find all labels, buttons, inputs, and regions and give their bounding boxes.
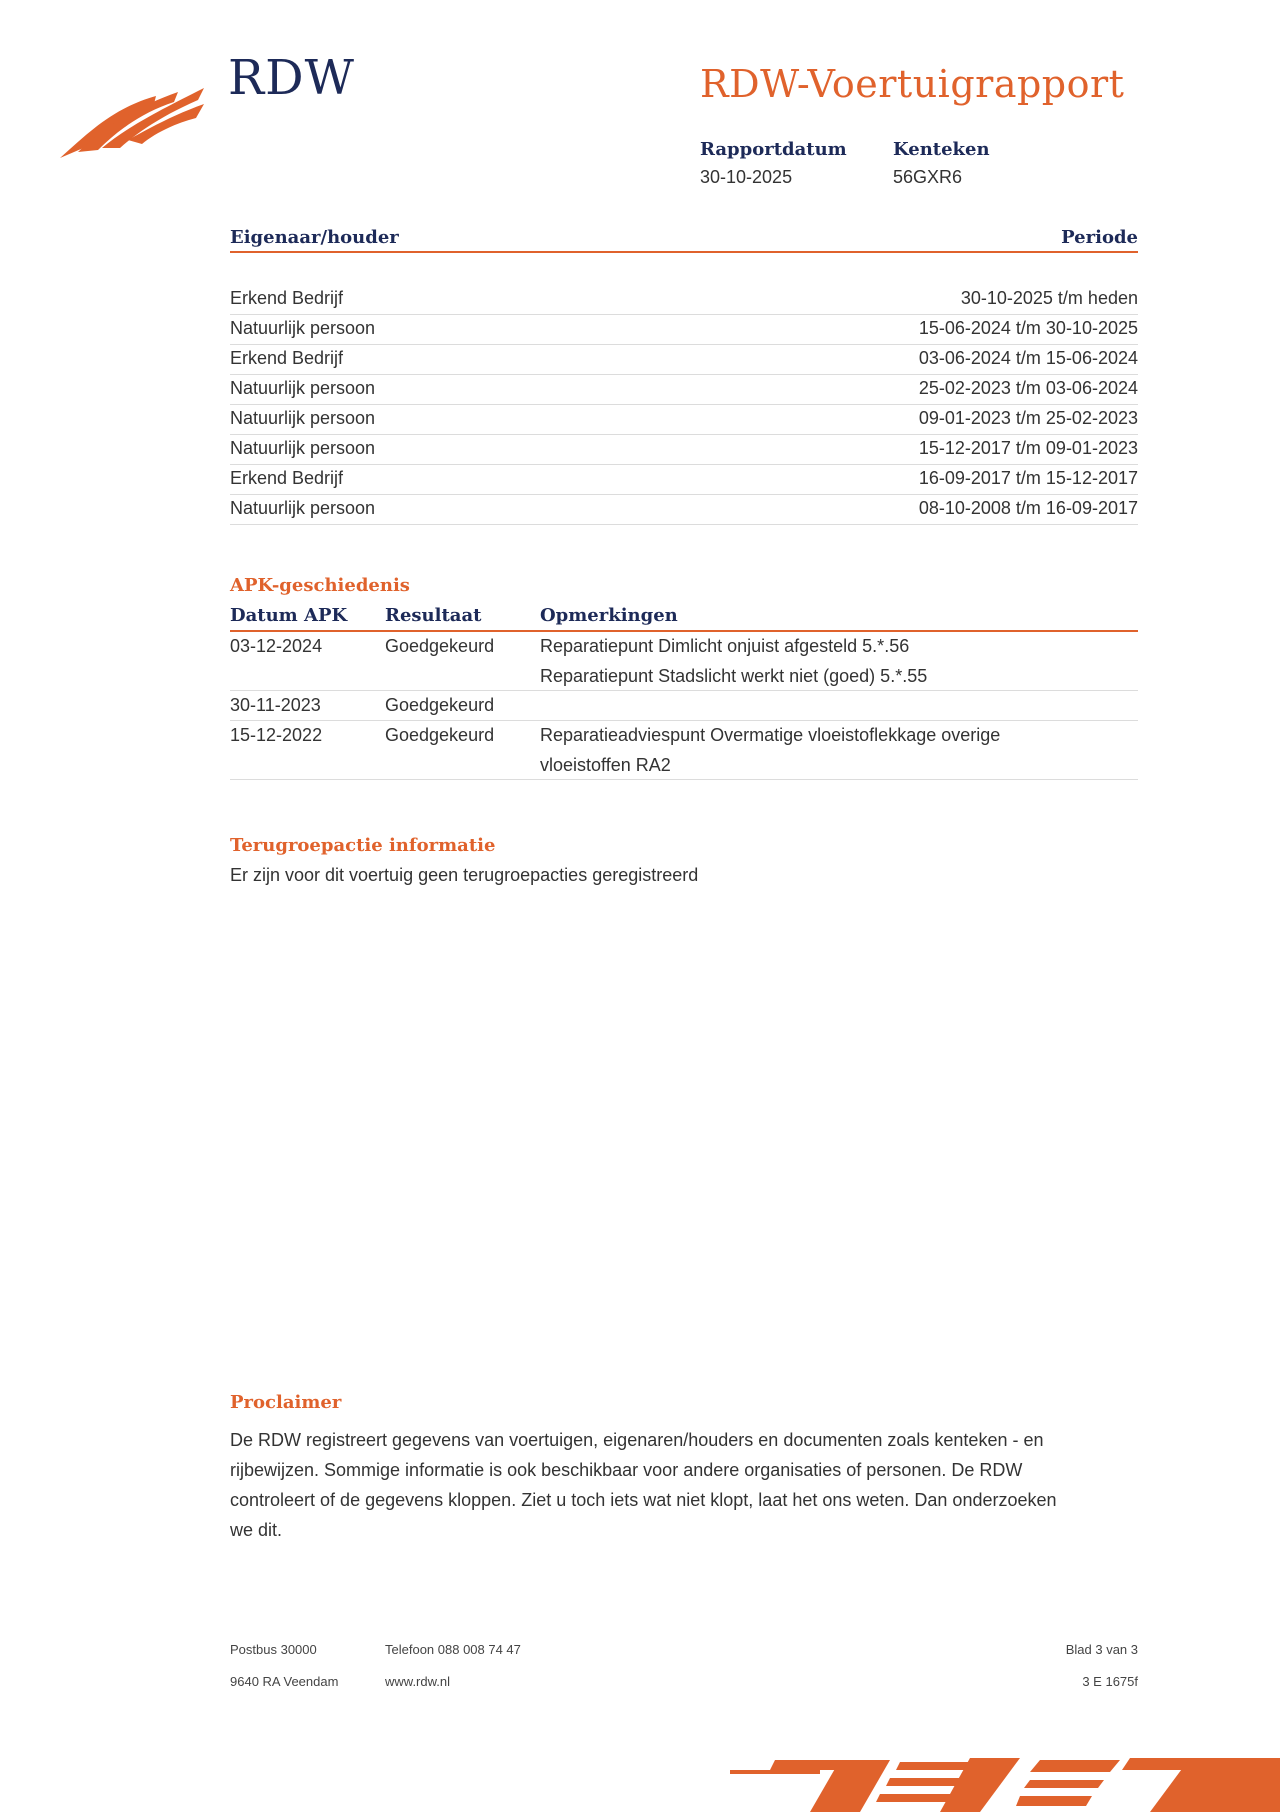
report-date: 30-10-2025 xyxy=(700,167,793,187)
apk-result-column-header: Resultaat xyxy=(385,605,482,626)
apk-remark: Reparatieadviespunt Overmatige vloeistoflekkage overige xyxy=(540,725,1001,745)
apk-remark: Reparatiepunt Dimlicht onjuist afgesteld 5.*.56 xyxy=(540,636,910,656)
owner-type: Natuurlijk persoon xyxy=(230,408,376,428)
owner-period: 25-02-2023 t/m 03-06-2024 xyxy=(918,378,1138,398)
owner-period: 03-06-2024 t/m 15-06-2024 xyxy=(918,348,1138,368)
apk-result: Goedgekeurd xyxy=(385,695,495,715)
apk-remark: vloeistoffen RA2 xyxy=(540,755,671,775)
footer-postbus: Postbus 30000 xyxy=(230,1642,317,1657)
apk-date: 30-11-2023 xyxy=(230,695,321,715)
proclaimer-line: rijbewijzen. Sommige informatie is ook beschikbaar voor andere organisaties of personen. De RDW xyxy=(230,1460,1023,1480)
footer-website: www.rdw.nl xyxy=(385,1674,451,1689)
owner-type: Natuurlijk persoon xyxy=(230,498,376,518)
owner-type: Natuurlijk persoon xyxy=(230,318,376,338)
apk-row xyxy=(230,691,1138,721)
apk-result: Goedgekeurd xyxy=(385,725,495,745)
owner-period: 15-06-2024 t/m 30-10-2025 xyxy=(918,318,1138,338)
footer-document-code: 3 E 1675f xyxy=(1082,1674,1138,1689)
owner-period: 16-09-2017 t/m 15-12-2017 xyxy=(918,468,1138,488)
decorative-stripes-icon xyxy=(730,1750,1280,1812)
owner-period: 09-01-2023 t/m 25-02-2023 xyxy=(918,408,1138,428)
owners-header-rule xyxy=(230,251,1138,253)
apk-result: Goedgekeurd xyxy=(385,636,495,656)
apk-date-column-header: Datum APK xyxy=(230,605,348,626)
apk-date: 15-12-2022 xyxy=(230,725,323,745)
footer-page-number: Blad 3 van 3 xyxy=(1065,1642,1138,1657)
recall-text: Er zijn voor dit voertuig geen terugroepacties geregistreerd xyxy=(230,865,699,885)
owner-type: Erkend Bedrijf xyxy=(230,288,344,308)
owner-row xyxy=(230,345,1138,375)
footer-phone: Telefoon 088 008 74 47 xyxy=(385,1642,521,1657)
apk-date: 03-12-2024 xyxy=(230,636,323,656)
logo-wordmark: RDW xyxy=(228,50,355,106)
apk-remark: Reparatiepunt Stadslicht werkt niet (goed) 5.*.55 xyxy=(540,666,928,686)
apk-row xyxy=(230,632,1138,691)
proclaimer-line: controleert of de gegevens kloppen. Ziet u toch iets wat niet klopt, laat het ons weten. Dan onderzoeken xyxy=(230,1490,1057,1510)
apk-row xyxy=(230,721,1138,780)
report-date-label: Rapportdatum xyxy=(700,139,847,160)
owner-row xyxy=(230,285,1138,315)
owner-period: 08-10-2008 t/m 16-09-2017 xyxy=(918,498,1138,518)
owner-row xyxy=(230,375,1138,405)
owner-row xyxy=(230,465,1138,495)
owner-period: 30-10-2025 t/m heden xyxy=(960,288,1138,308)
proclaimer-title: Proclaimer xyxy=(230,1392,342,1413)
period-column-header: Periode xyxy=(1061,227,1138,248)
footer-city: 9640 RA Veendam xyxy=(230,1674,339,1689)
owner-type: Erkend Bedrijf xyxy=(230,348,344,368)
owner-type: Erkend Bedrijf xyxy=(230,468,344,488)
owner-row xyxy=(230,435,1138,465)
proclaimer-line: De RDW registreert gegevens van voertuigen, eigenaren/houders en documenten zoals kenteken - en xyxy=(230,1430,1044,1450)
proclaimer-body xyxy=(230,1425,1130,1545)
proclaimer-line: we dit. xyxy=(230,1520,283,1540)
owner-type: Natuurlijk persoon xyxy=(230,378,376,398)
owner-column-header: Eigenaar/houder xyxy=(230,227,399,248)
plate-number: 56GXR6 xyxy=(893,167,963,187)
owner-type: Natuurlijk persoon xyxy=(230,438,376,458)
owner-row xyxy=(230,495,1138,525)
owner-row xyxy=(230,315,1138,345)
report-title: RDW-Voertuigrapport xyxy=(700,62,1125,106)
apk-remarks-column-header: Opmerkingen xyxy=(540,605,678,626)
owner-row xyxy=(230,405,1138,435)
recall-section-title: Terugroepactie informatie xyxy=(230,835,496,856)
rdw-logo-icon xyxy=(58,78,208,160)
plate-label: Kenteken xyxy=(893,139,990,160)
apk-section-title: APK-geschiedenis xyxy=(230,575,410,596)
owner-period: 15-12-2017 t/m 09-01-2023 xyxy=(918,438,1138,458)
